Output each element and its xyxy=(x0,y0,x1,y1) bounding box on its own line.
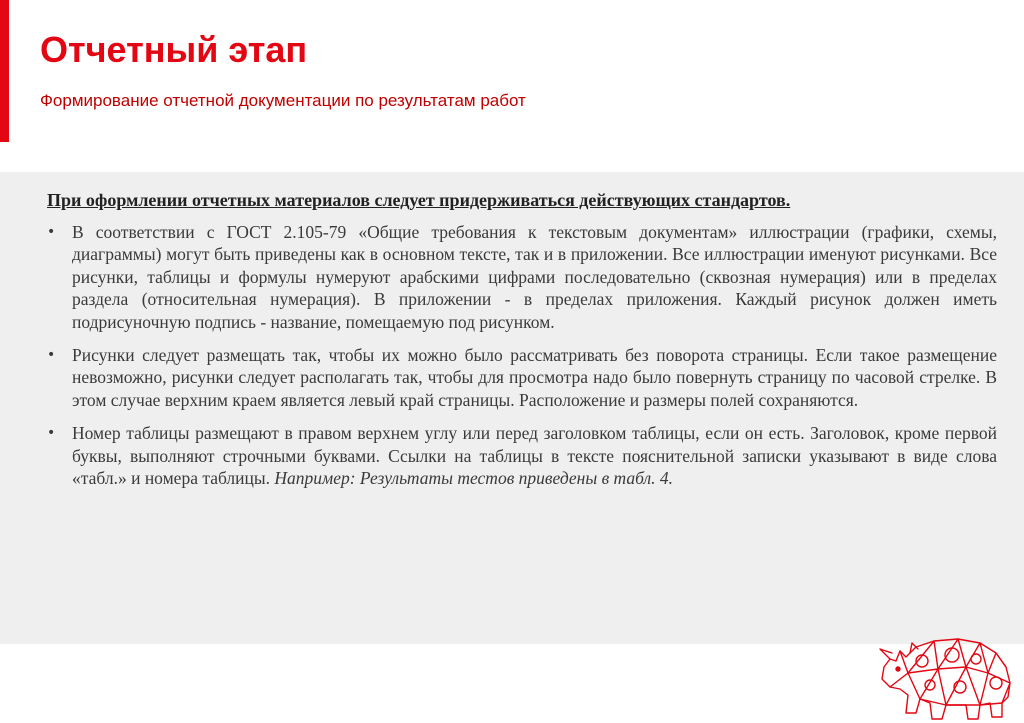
bullet-list xyxy=(47,221,997,500)
bullet-item xyxy=(47,221,997,333)
slide-subtitle: Формирование отчетной документации по результатам работ xyxy=(40,91,526,110)
bullet-text: Рисунки следует размещать так, чтобы их можно было рассматривать без поворота страницы. Если такое размещение невозможно, рисунки следует располагать так, чтобы для просмотра надо было повернуть страницу по часовой стрелке. В этом случае верхним краем является левый край страницы. Расположение и размеры полей сохраняются. xyxy=(72,345,997,410)
bullet-item xyxy=(47,344,997,411)
accent-bar xyxy=(0,0,9,142)
lead-text: При оформлении отчетных материалов следует придерживаться действующих стандартов. xyxy=(47,190,791,210)
bullet-text: В соответствии с ГОСТ 2.105-79 «Общие требования к текстовым документам» иллюстрации (графики, схемы, диаграммы) могут быть приведены как в основном тексте, так и в приложении. Все иллюстрации именуют рисунками. Все рисунки, таблицы и формулы нумеруют арабскими цифрами последовательно (сквозная нумерация) или в пределах раздела (относительная нумерация). В приложении - в пределах приложения. Каждый рисунок должен иметь подрисуночную подпись - название, помещаемую под рисунком. xyxy=(72,222,997,332)
rhino-logo-icon xyxy=(876,633,1016,721)
bullet-icon: • xyxy=(47,347,56,364)
bullet-icon: • xyxy=(47,425,56,442)
bullet-icon: • xyxy=(47,224,56,240)
bullet-example-text: Например: Результаты тестов приведены в табл. 4. xyxy=(274,468,674,489)
bullet-text: Номер таблицы размещают в правом верхнем углу или перед заголовком таблицы, если он есть. Заголовок, кроме первой буквы, выполняют строчными буквами. Ссылки на таблицы в тексте пояснительной записки указывают в виде слова «табл.» и номера таблицы. xyxy=(72,423,997,489)
bullet-item xyxy=(47,422,997,489)
slide-title: Отчетный этап xyxy=(40,29,308,70)
